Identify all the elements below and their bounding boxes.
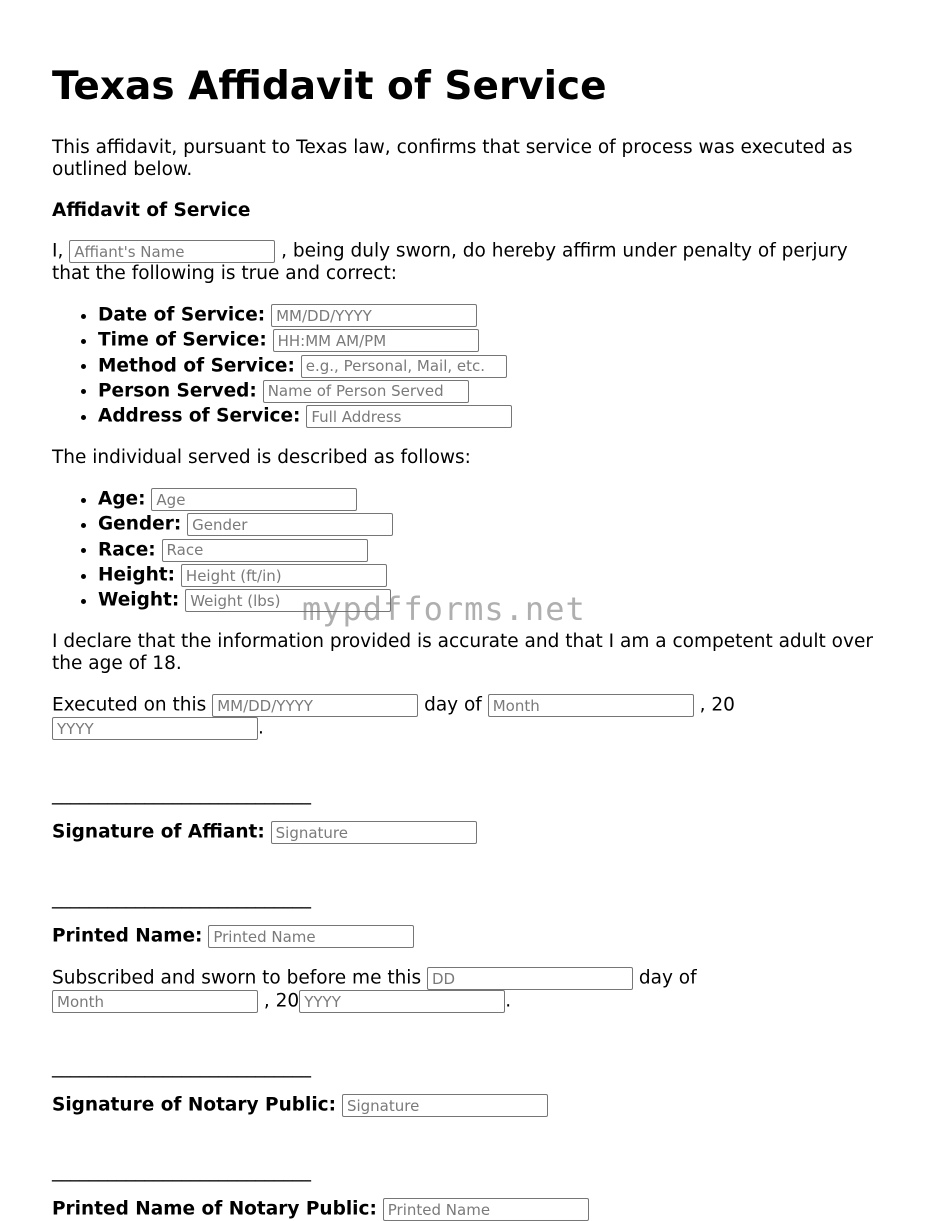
notary-year-input[interactable]: [299, 990, 505, 1013]
watermark: mypdfforms.net: [302, 590, 586, 628]
date-of-service-label: Date of Service:: [98, 304, 266, 326]
list-item: [98, 405, 888, 428]
executed-month-input[interactable]: [488, 694, 694, 717]
race-label: Race:: [98, 539, 156, 561]
height-input[interactable]: [181, 564, 387, 587]
person-served-input[interactable]: [263, 380, 469, 403]
oath-paragraph: [52, 240, 888, 285]
executed-year-prefix: , 20: [699, 694, 735, 716]
notary-signature-label: Signature of Notary Public:: [52, 1094, 337, 1116]
method-of-service-input[interactable]: [301, 355, 507, 378]
time-of-service-label: Time of Service:: [98, 329, 267, 351]
address-of-service-input[interactable]: [306, 405, 512, 428]
notary-day-of: day of: [638, 967, 697, 989]
notary-signature-line: ____________________________: [52, 1057, 311, 1079]
service-details-list: [52, 304, 888, 428]
oath-prefix: I,: [52, 240, 64, 262]
section-heading: Affidavit of Service: [52, 200, 251, 221]
affiant-signature-line: ____________________________: [52, 784, 311, 806]
age-input[interactable]: [151, 488, 357, 511]
executed-date-input[interactable]: [212, 694, 418, 717]
date-of-service-input[interactable]: [271, 304, 477, 327]
address-of-service-label: Address of Service:: [98, 405, 301, 427]
age-label: Age:: [98, 488, 146, 510]
affiant-signature-row: [52, 821, 888, 844]
notary-printed-name-input[interactable]: [383, 1198, 589, 1221]
notary-sworn-paragraph: [52, 967, 888, 1013]
notary-signature-row: [52, 1094, 888, 1117]
notary-end: .: [505, 990, 512, 1012]
time-of-service-input[interactable]: [273, 329, 479, 352]
oath-suffix: , being duly sworn, do hereby affirm under penalty of perjury that the following is true and correct:: [52, 240, 848, 284]
executed-day-of: day of: [424, 694, 482, 716]
notary-month-input[interactable]: [52, 990, 258, 1013]
notary-printed-name-line: ____________________________: [52, 1161, 311, 1183]
declaration-text: I declare that the information provided is accurate and that I am a competent adult over the age of 18.: [52, 631, 873, 675]
method-of-service-label: Method of Service:: [98, 355, 295, 377]
affiant-printed-name-input[interactable]: [208, 925, 414, 948]
executed-paragraph: [52, 694, 888, 740]
affiant-printed-name-row: [52, 925, 888, 948]
list-item: [98, 539, 888, 562]
notary-day-input[interactable]: [427, 967, 633, 990]
weight-label: Weight:: [98, 589, 180, 611]
affiant-name-input[interactable]: [69, 240, 275, 263]
notary-printed-name-label: Printed Name of Notary Public:: [52, 1198, 377, 1220]
notary-signature-input[interactable]: [342, 1094, 548, 1117]
list-item: [98, 329, 888, 352]
list-item: [98, 355, 888, 378]
intro-text: This affidavit, pursuant to Texas law, confirms that service of process was executed as outlined below.: [52, 137, 853, 180]
gender-label: Gender:: [98, 513, 182, 535]
list-item: [98, 304, 888, 327]
list-item: [98, 513, 888, 536]
list-item: [98, 488, 888, 511]
executed-end: .: [258, 717, 264, 739]
affiant-signature-label: Signature of Affiant:: [52, 821, 265, 843]
executed-prefix: Executed on this: [52, 694, 207, 716]
list-item: [98, 380, 888, 403]
height-label: Height:: [98, 564, 176, 586]
list-item: [98, 564, 888, 587]
person-served-label: Person Served:: [98, 380, 257, 402]
race-input[interactable]: [162, 539, 368, 562]
notary-sworn-prefix: Subscribed and sworn to before me this: [52, 967, 422, 989]
affiant-printed-name-label: Printed Name:: [52, 925, 203, 947]
affiant-signature-input[interactable]: [271, 821, 477, 844]
notary-year-prefix: , 20: [263, 990, 300, 1012]
gender-input[interactable]: [187, 513, 393, 536]
page-title: Texas Affidavit of Service: [52, 64, 607, 109]
notary-printed-name-row: [52, 1198, 888, 1221]
description-intro: The individual served is described as follows:: [52, 447, 471, 469]
executed-year-input[interactable]: [52, 717, 258, 740]
affiant-printed-name-line: ____________________________: [52, 888, 311, 910]
